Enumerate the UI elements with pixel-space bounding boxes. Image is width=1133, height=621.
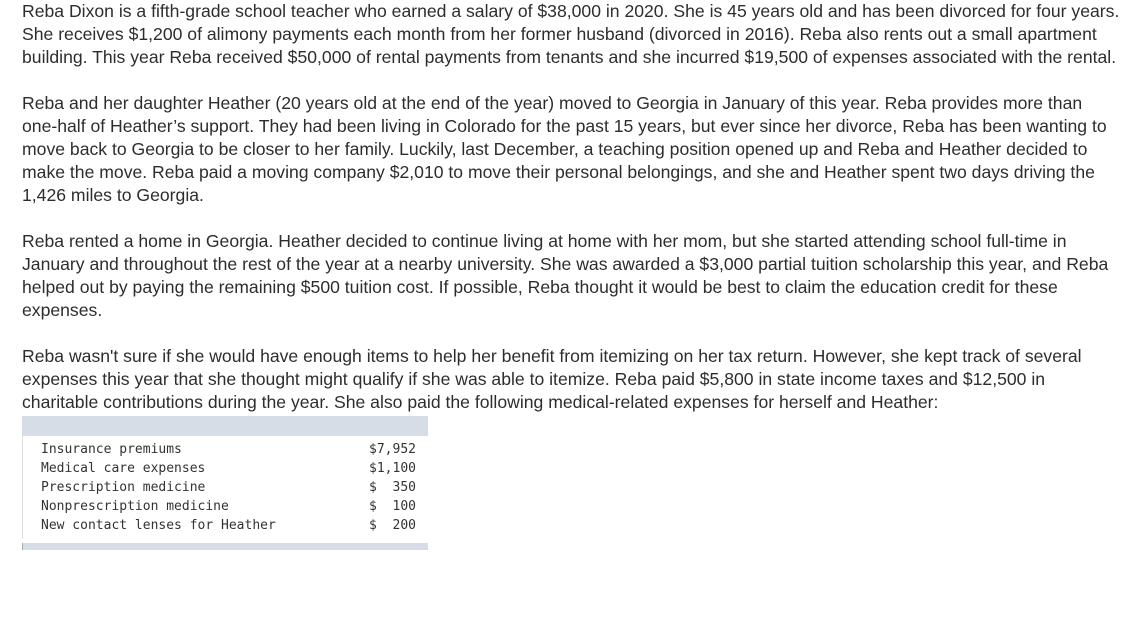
expense-label: Medical care expenses [41, 461, 206, 476]
expense-label: Insurance premiums [41, 442, 182, 457]
table-body [22, 436, 428, 539]
expense-amount: $1,100 [369, 461, 416, 476]
paragraph-education-expenses: Reba rented a home in Georgia. Heather decided to continue living at home with her mom, but she started attending school full-time in January and throughout the rest of the year at a nearby university. She was awarded a $3,000 partial tuition scholarship this year, and Reba helped out by paying the remaining $500 tuition cost. If possible, Reba thought it would be best to claim the education credit for these expenses. [22, 231, 1109, 320]
expense-amount: $ 200 [369, 518, 416, 533]
expense-amount: $7,952 [369, 442, 416, 457]
table-row [41, 516, 416, 535]
expense-amount: $ 350 [369, 480, 416, 495]
medical-expenses-table [22, 416, 428, 550]
problem-content [22, 0, 1122, 550]
paragraph-itemized-deductions: Reba wasn't sure if she would have enough items to help her benefit from itemizing on her tax return. However, she kept track of several expenses this year that she thought might qualify if she was able to itemize. Reba paid $5,800 in state income taxes and $12,500 in charitable contributions during the year. She also paid the following medical-related expenses for herself and Heather: [22, 346, 1082, 412]
table-row [41, 440, 416, 459]
expense-label: Nonprescription medicine [41, 499, 229, 514]
paragraph-salary-alimony-rental: Reba Dixon is a fifth-grade school teacher who earned a salary of $38,000 in 2020. She is 45 years old and has been divorced for four years. She receives $1,200 of alimony payments each month from her former husband (divorced in 2016). Reba also rents out a small apartment building. This year Reba received $50,000 of rental payments from tenants and she incurred $19,500 of expenses associated with the rental. [22, 1, 1120, 67]
expense-label: Prescription medicine [41, 480, 206, 495]
expense-amount: $ 100 [369, 499, 416, 514]
table-row [41, 478, 416, 497]
paragraph-move-to-georgia: Reba and her daughter Heather (20 years old at the end of the year) moved to Georgia in January of this year. Reba provides more than one-half of Heather’s support. They had been living in Colorado for the past 15 years, but ever since her divorce, Reba has been wanting to move back to Georgia to be closer to her family. Luckily, last December, a teaching position opened up and Reba and Heather decided to make the move. Reba paid a moving company $2,010 to move their personal belongings, and she and Heather spent two days driving the 1,426 miles to Georgia. [22, 93, 1107, 205]
expense-label: New contact lenses for Heather [41, 518, 276, 533]
table-row [41, 459, 416, 478]
table-header-bar [22, 416, 428, 436]
table-row [41, 497, 416, 516]
table-footer-bar [22, 543, 428, 550]
